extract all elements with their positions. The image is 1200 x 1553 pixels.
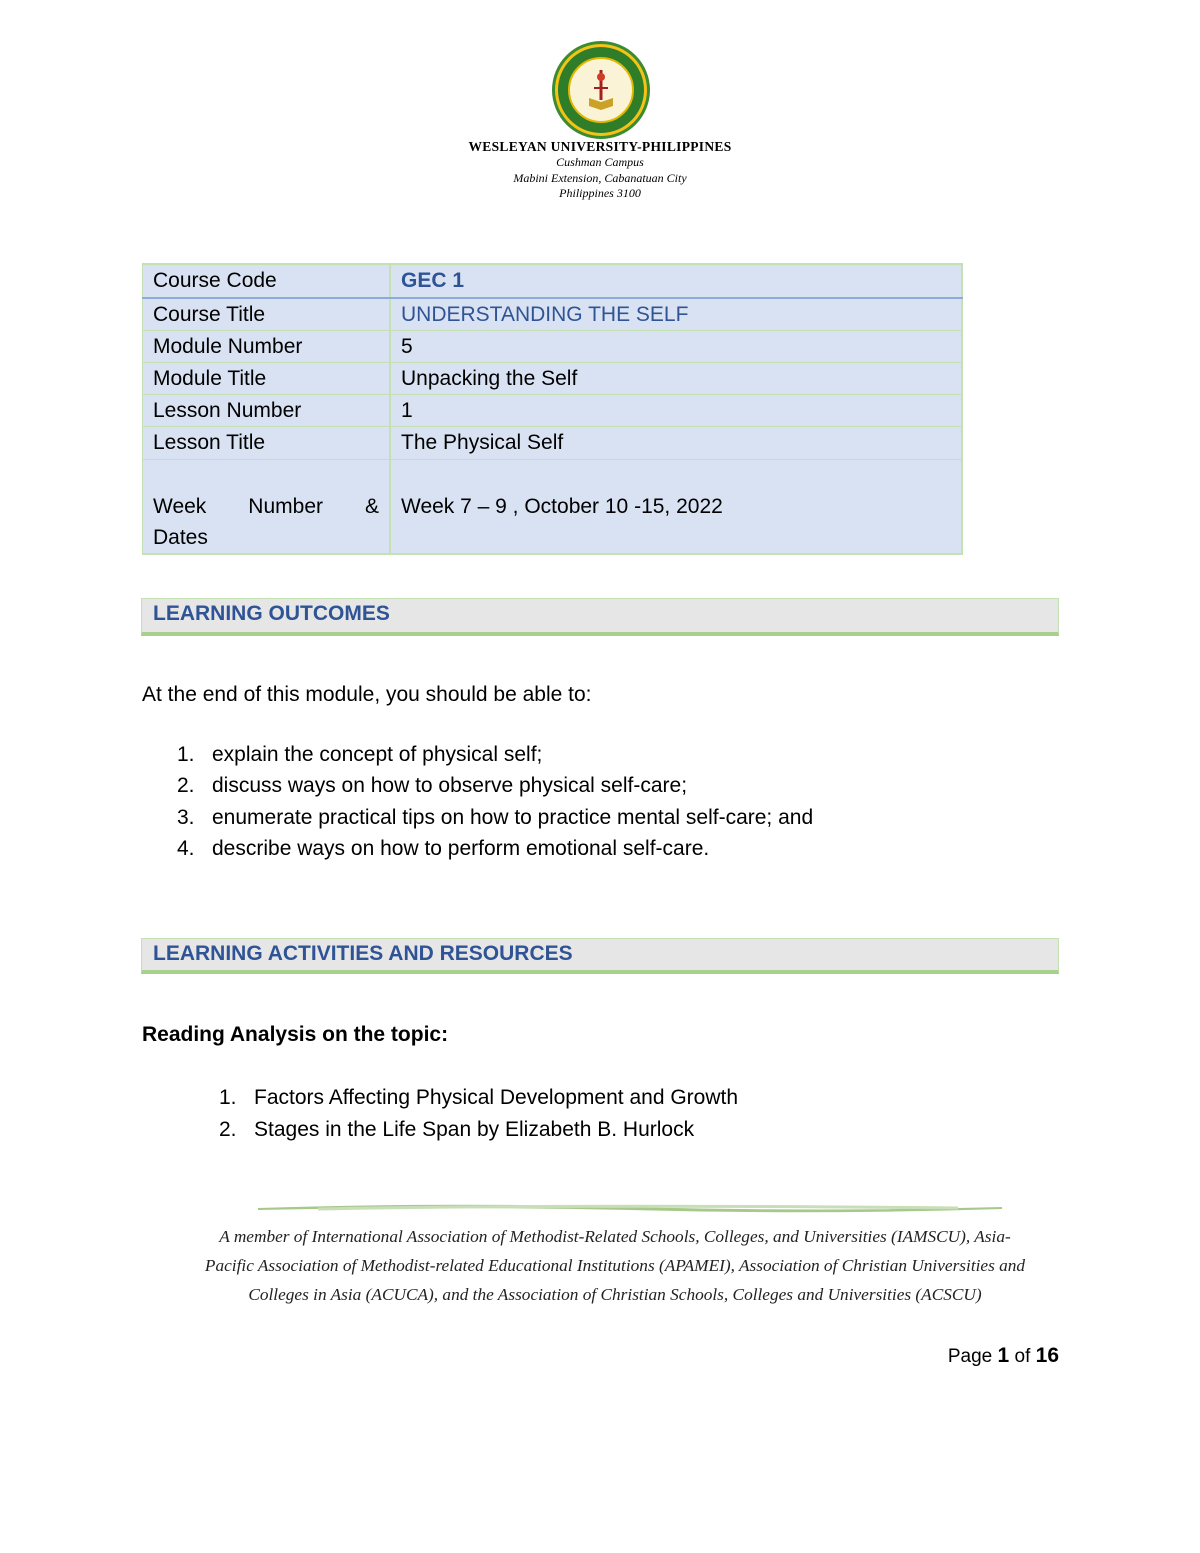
learning-activities-heading-bar (141, 938, 1059, 974)
page-total: 16 (1035, 1344, 1059, 1367)
item-number: 1. (219, 1086, 237, 1109)
footer-decorative-rule (258, 1198, 1002, 1220)
list-item (142, 1082, 738, 1114)
campus-name: Cushman Campus (556, 155, 644, 169)
outcomes-intro: At the end of this module, you should be able to: (142, 683, 592, 706)
week-label-word-2: Number (248, 495, 323, 518)
item-number: 4. (177, 836, 195, 860)
module-title-value: Unpacking the Self (390, 363, 962, 395)
list-item (142, 770, 813, 801)
week-dates-value: Week 7 – 9 , October 10 -15, 2022 (390, 460, 962, 555)
university-header (300, 138, 900, 202)
week-label-word-3: & (364, 495, 379, 518)
lesson-title-label: Lesson Title (143, 427, 391, 460)
week-dates-label (143, 460, 391, 555)
page-number (948, 1344, 1059, 1368)
outcomes-list (142, 739, 813, 864)
page-word: Page (947, 1346, 993, 1367)
course-title-label: Course Title (143, 298, 391, 331)
item-text: Stages in the Life Span by Elizabeth B. Hurlock (254, 1117, 695, 1141)
learning-activities-heading: LEARNING ACTIVITIES AND RESOURCES (153, 942, 573, 965)
table-row (143, 331, 963, 363)
lesson-number-value: 1 (390, 395, 962, 427)
list-item (142, 739, 813, 770)
footer-line-2: Pacific Association of Methodist-related Educational Institutions (APAMEI), Association of Christian Universities and (204, 1256, 1026, 1275)
table-row (143, 264, 963, 298)
list-item (142, 833, 813, 864)
item-text: Factors Affecting Physical Development and Growth (254, 1086, 739, 1109)
footer-line-1: A member of International Association of Methodist-Related Schools, Colleges, and Universities (IAMSCU), Asia- (219, 1227, 1011, 1246)
table-row (143, 395, 963, 427)
table-row (143, 363, 963, 395)
list-item (142, 802, 813, 833)
learning-outcomes-heading: LEARNING OUTCOMES (153, 602, 390, 625)
table-row (143, 460, 963, 555)
week-label-line-2: Dates (153, 526, 208, 549)
module-number-label: Module Number (143, 331, 391, 363)
course-code-value: GEC 1 (390, 264, 962, 298)
footer-line-3: Colleges in Asia (ACUCA), and the Association of Christian Schools, Colleges and Universities (ACSCU) (248, 1285, 982, 1304)
item-number: 3. (177, 805, 195, 829)
course-code-label: Course Code (143, 264, 391, 298)
item-number: 1. (177, 743, 195, 766)
item-text: discuss ways on how to observe physical self-care; (212, 774, 688, 798)
list-item (142, 1114, 738, 1146)
page-current: 1 (997, 1344, 1010, 1367)
footer-membership-text (170, 1222, 1060, 1309)
table-row (143, 298, 963, 331)
university-name: WESLEYAN UNIVERSITY-PHILIPPINES (468, 139, 732, 154)
item-number: 2. (219, 1117, 237, 1141)
item-number: 2. (177, 774, 195, 798)
university-seal-logo (551, 40, 651, 140)
item-text: describe ways on how to perform emotional self-care. (212, 836, 710, 860)
address-line-1: Mabini Extension, Cabanatuan City (513, 170, 687, 185)
module-title-label: Module Title (143, 363, 391, 395)
course-title-value: UNDERSTANDING THE SELF (390, 298, 962, 331)
learning-outcomes-heading-bar (141, 598, 1059, 636)
course-info-table (142, 263, 963, 555)
address-line-2: Philippines 3100 (559, 186, 641, 200)
reading-list (142, 1082, 738, 1145)
item-text: enumerate practical tips on how to practice mental self-care; and (212, 805, 814, 829)
table-row (143, 427, 963, 460)
lesson-number-label: Lesson Number (143, 395, 391, 427)
week-label-word-1: Week (153, 495, 207, 518)
item-text: explain the concept of physical self; (212, 743, 543, 766)
module-number-value: 5 (390, 331, 962, 363)
lesson-title-value: The Physical Self (390, 427, 962, 460)
page-of: of (1014, 1346, 1031, 1367)
reading-analysis-title: Reading Analysis on the topic: (142, 1023, 449, 1046)
